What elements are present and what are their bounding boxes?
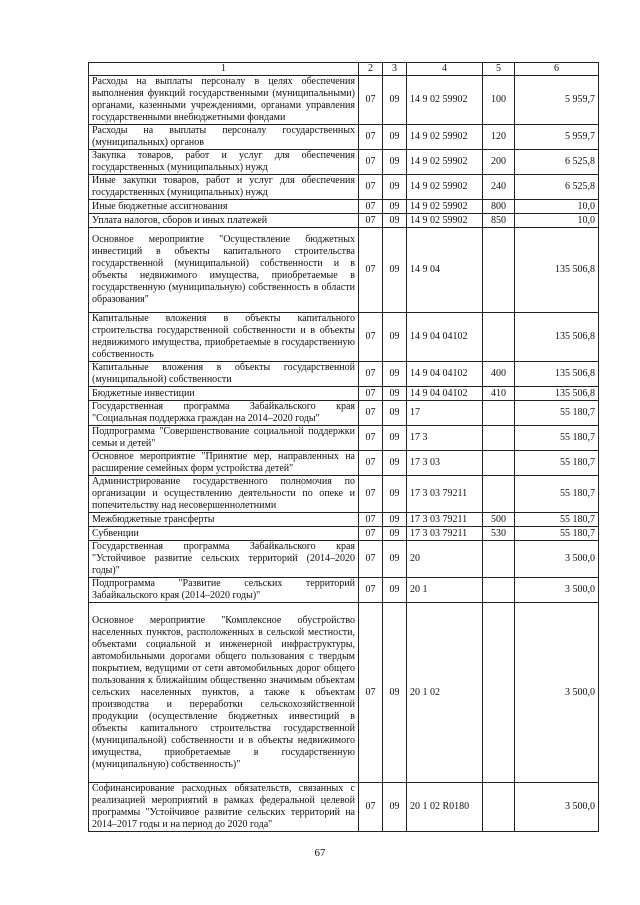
row-name: Подпрограмма "Совершенствование социальной поддержки семьи и детей": [89, 426, 359, 451]
row-subsection: 09: [383, 426, 407, 451]
table-row: [89, 451, 599, 476]
row-target-code: 20: [407, 541, 483, 578]
row-expense-type: 530: [483, 527, 515, 541]
row-section: 07: [359, 214, 383, 228]
row-name: Закупка товаров, работ и услуг для обеспечения государственных (муниципальных) нужд: [89, 150, 359, 175]
row-amount: 10,0: [515, 200, 599, 214]
row-section: 07: [359, 451, 383, 476]
row-expense-type: 200: [483, 150, 515, 175]
row-expense-type: [483, 426, 515, 451]
row-name: Иные бюджетные ассигнования: [89, 200, 359, 214]
row-target-code: 14 9 02 59902: [407, 76, 483, 125]
row-subsection: 09: [383, 783, 407, 832]
row-amount: 135 506,8: [515, 228, 599, 313]
header-cell: 2: [359, 63, 383, 76]
row-target-code: 17 3 03: [407, 451, 483, 476]
row-name: Субвенции: [89, 527, 359, 541]
row-subsection: 09: [383, 451, 407, 476]
row-section: 07: [359, 783, 383, 832]
row-amount: 6 525,8: [515, 150, 599, 175]
row-amount: 55 180,7: [515, 513, 599, 527]
table-row: [89, 578, 599, 603]
row-subsection: 09: [383, 175, 407, 200]
row-expense-type: [483, 476, 515, 513]
row-name: Государственная программа Забайкальского края "Социальная поддержка граждан на 2014–2020 годы": [89, 401, 359, 426]
row-amount: 135 506,8: [515, 313, 599, 362]
header-cell: 6: [515, 63, 599, 76]
row-expense-type: [483, 228, 515, 313]
row-section: 07: [359, 426, 383, 451]
row-amount: 10,0: [515, 214, 599, 228]
row-name: Капитальные вложения в объекты государственной (муниципальной) собственности: [89, 362, 359, 387]
row-subsection: 09: [383, 387, 407, 401]
row-name: Администрирование государственного полномочия по организации и осуществлению деятельности по опеке и попечительству над несовершеннолетними: [89, 476, 359, 513]
row-target-code: 17 3: [407, 426, 483, 451]
header-cell: 5: [483, 63, 515, 76]
table-row: [89, 387, 599, 401]
table-row: [89, 150, 599, 175]
row-section: 07: [359, 175, 383, 200]
row-target-code: 20 1: [407, 578, 483, 603]
row-name: Капитальные вложения в объекты капитального строительства государственной собственности и в объекты недвижимого имущества, приобретаемые в государственную собственность: [89, 313, 359, 362]
table-row: [89, 527, 599, 541]
row-expense-type: [483, 451, 515, 476]
row-target-code: 14 9 02 59902: [407, 214, 483, 228]
row-subsection: 09: [383, 527, 407, 541]
budget-table: [88, 62, 599, 832]
row-expense-type: [483, 541, 515, 578]
row-section: 07: [359, 313, 383, 362]
table-row: [89, 125, 599, 150]
row-expense-type: 240: [483, 175, 515, 200]
row-name: Основное мероприятие "Осуществление бюджетных инвестиций в объекты капитального строительства государственной (муниципальной) собственности и в объекты недвижимого имущества, приобретаемые в государственную (муниципальную) собственность в области образования": [89, 228, 359, 313]
row-subsection: 09: [383, 476, 407, 513]
row-amount: 3 500,0: [515, 578, 599, 603]
row-amount: 3 500,0: [515, 541, 599, 578]
row-subsection: 09: [383, 150, 407, 175]
row-expense-type: [483, 578, 515, 603]
row-section: 07: [359, 387, 383, 401]
row-target-code: 14 9 04 04102: [407, 362, 483, 387]
row-amount: 135 506,8: [515, 387, 599, 401]
row-section: 07: [359, 541, 383, 578]
row-section: 07: [359, 603, 383, 783]
row-amount: 55 180,7: [515, 451, 599, 476]
row-target-code: 14 9 04 04102: [407, 387, 483, 401]
table-row: [89, 476, 599, 513]
row-name: Бюджетные инвестиции: [89, 387, 359, 401]
row-expense-type: 800: [483, 200, 515, 214]
table-row: [89, 401, 599, 426]
row-target-code: 17 3 03 79211: [407, 513, 483, 527]
row-name: Основное мероприятие "Комплексное обустройство населенных пунктов, расположенных в сельской местности, объектами социальной и инженерной инфраструктуры, автомобильными дорогами общего пользования с твердым покрытием, ведущими от сети автомобильных дорог общего пользования к ближайшим общественно значимым объектам сельских населенных пунктов, а также к объектам производства и переработки сельскохозяйственной продукции (осуществление бюджетных инвестиций в объекты капитального строительства государственной (муниципальной) собственности и в объекты недвижимого имущества, приобретаемые в государственную (муниципальную) собственность)": [89, 603, 359, 783]
row-section: 07: [359, 476, 383, 513]
row-section: 07: [359, 125, 383, 150]
table-row: [89, 175, 599, 200]
row-target-code: 14 9 02 59902: [407, 200, 483, 214]
row-expense-type: [483, 783, 515, 832]
row-name: Подпрограмма "Развитие сельских территорий Забайкальского края (2014–2020 годы)": [89, 578, 359, 603]
row-expense-type: 120: [483, 125, 515, 150]
row-subsection: 09: [383, 603, 407, 783]
row-section: 07: [359, 150, 383, 175]
row-target-code: 14 9 02 59902: [407, 175, 483, 200]
page-number: 67: [314, 847, 326, 859]
row-name: Государственная программа Забайкальского края "Устойчивое развитие сельских территорий (2014–2020 годы)": [89, 541, 359, 578]
row-name: Расходы на выплаты персоналу в целях обеспечения выполнения функций государственными (муниципальными) органами, казенными учреждениями, органами управления государственными внебюджетными фондами: [89, 76, 359, 125]
row-subsection: 09: [383, 214, 407, 228]
row-subsection: 09: [383, 541, 407, 578]
row-expense-type: 400: [483, 362, 515, 387]
table-row: [89, 362, 599, 387]
row-subsection: 09: [383, 401, 407, 426]
row-name: Межбюджетные трансферты: [89, 513, 359, 527]
table-row: [89, 426, 599, 451]
header-cell: 4: [407, 63, 483, 76]
row-subsection: 09: [383, 76, 407, 125]
row-subsection: 09: [383, 125, 407, 150]
row-amount: 55 180,7: [515, 476, 599, 513]
row-target-code: 17 3 03 79211: [407, 476, 483, 513]
row-amount: 55 180,7: [515, 401, 599, 426]
row-amount: 135 506,8: [515, 362, 599, 387]
table-row: [89, 200, 599, 214]
table-row: [89, 313, 599, 362]
row-target-code: 17 3 03 79211: [407, 527, 483, 541]
table-row: [89, 513, 599, 527]
row-subsection: 09: [383, 362, 407, 387]
row-section: 07: [359, 200, 383, 214]
table-row: [89, 228, 599, 313]
row-amount: 55 180,7: [515, 527, 599, 541]
table-body: [89, 76, 599, 832]
row-section: 07: [359, 362, 383, 387]
row-amount: 5 959,7: [515, 125, 599, 150]
row-target-code: 14 9 04: [407, 228, 483, 313]
row-expense-type: 500: [483, 513, 515, 527]
row-amount: 3 500,0: [515, 783, 599, 832]
row-expense-type: 100: [483, 76, 515, 125]
row-subsection: 09: [383, 228, 407, 313]
row-amount: 6 525,8: [515, 175, 599, 200]
row-expense-type: [483, 401, 515, 426]
header-row: [89, 63, 599, 76]
row-subsection: 09: [383, 578, 407, 603]
row-section: 07: [359, 228, 383, 313]
header-cell: 1: [89, 63, 359, 76]
row-name: Софинансирование расходных обязательств, связанных с реализацией мероприятий в рамках федеральной целевой программы "Устойчивое развитие сельских территорий на 2014–2017 годы и на период до 2020 года": [89, 783, 359, 832]
row-expense-type: [483, 603, 515, 783]
table-row: [89, 76, 599, 125]
table-row: [89, 214, 599, 228]
row-expense-type: [483, 313, 515, 362]
row-name: Иные закупки товаров, работ и услуг для обеспечения государственных (муниципальных) нужд: [89, 175, 359, 200]
row-amount: 5 959,7: [515, 76, 599, 125]
row-target-code: 20 1 02: [407, 603, 483, 783]
row-section: 07: [359, 76, 383, 125]
row-subsection: 09: [383, 313, 407, 362]
row-expense-type: 410: [483, 387, 515, 401]
row-name: Основное мероприятие "Принятие мер, направленных на расширение семейных форм устройства детей": [89, 451, 359, 476]
table-row: [89, 603, 599, 783]
row-name: Расходы на выплаты персоналу государственных (муниципальных) органов: [89, 125, 359, 150]
row-section: 07: [359, 527, 383, 541]
row-subsection: 09: [383, 513, 407, 527]
row-name: Уплата налогов, сборов и иных платежей: [89, 214, 359, 228]
row-section: 07: [359, 513, 383, 527]
row-target-code: 14 9 04 04102: [407, 313, 483, 362]
row-subsection: 09: [383, 200, 407, 214]
table-row: [89, 541, 599, 578]
row-section: 07: [359, 401, 383, 426]
header-cell: 3: [383, 63, 407, 76]
row-section: 07: [359, 578, 383, 603]
table-row: [89, 783, 599, 832]
row-target-code: 14 9 02 59902: [407, 150, 483, 175]
row-target-code: 20 1 02 R0180: [407, 783, 483, 832]
row-target-code: 17: [407, 401, 483, 426]
row-expense-type: 850: [483, 214, 515, 228]
row-target-code: 14 9 02 59902: [407, 125, 483, 150]
row-amount: 55 180,7: [515, 426, 599, 451]
row-amount: 3 500,0: [515, 603, 599, 783]
